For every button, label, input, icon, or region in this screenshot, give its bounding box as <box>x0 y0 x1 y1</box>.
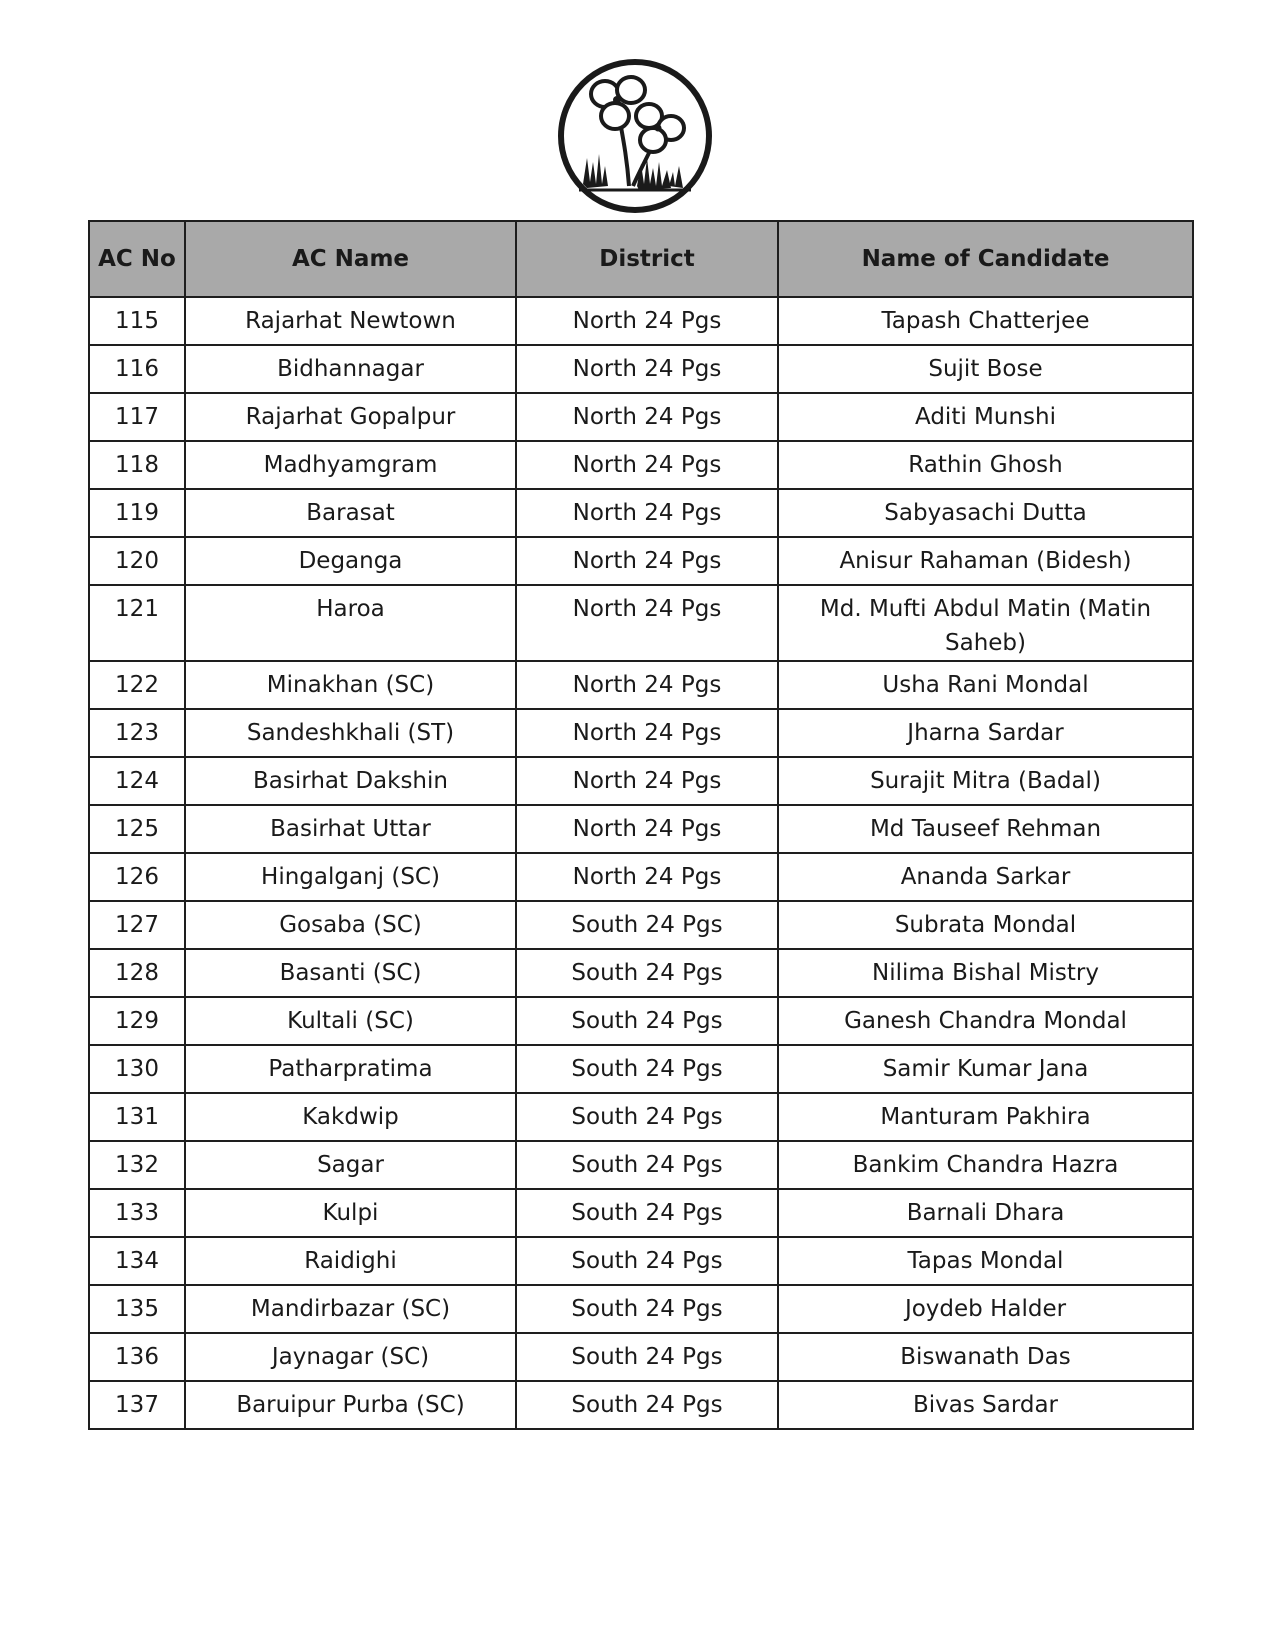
cell-ac-name: Gosaba (SC) <box>185 901 516 949</box>
cell-district: North 24 Pgs <box>516 489 778 537</box>
cell-ac-name: Rajarhat Newtown <box>185 297 516 345</box>
table-row <box>89 297 1193 345</box>
cell-district: North 24 Pgs <box>516 805 778 853</box>
cell-candidate: Surajit Mitra (Badal) <box>778 757 1193 805</box>
table-row <box>89 345 1193 393</box>
cell-ac-no: 124 <box>89 757 185 805</box>
cell-district: South 24 Pgs <box>516 1285 778 1333</box>
cell-candidate: Aditi Munshi <box>778 393 1193 441</box>
table-row <box>89 537 1193 585</box>
table-row <box>89 949 1193 997</box>
cell-candidate: Anisur Rahaman (Bidesh) <box>778 537 1193 585</box>
cell-district: South 24 Pgs <box>516 1189 778 1237</box>
header-ac-no: AC No <box>89 221 185 297</box>
table-row <box>89 585 1193 661</box>
table-row <box>89 661 1193 709</box>
cell-ac-name: Rajarhat Gopalpur <box>185 393 516 441</box>
cell-district: North 24 Pgs <box>516 585 778 661</box>
header-candidate: Name of Candidate <box>778 221 1193 297</box>
table-row <box>89 1237 1193 1285</box>
cell-ac-no: 137 <box>89 1381 185 1429</box>
cell-ac-no: 130 <box>89 1045 185 1093</box>
cell-candidate: Tapas Mondal <box>778 1237 1193 1285</box>
cell-ac-no: 115 <box>89 297 185 345</box>
cell-candidate: Sujit Bose <box>778 345 1193 393</box>
cell-ac-name: Barasat <box>185 489 516 537</box>
cell-candidate: Jharna Sardar <box>778 709 1193 757</box>
cell-district: South 24 Pgs <box>516 901 778 949</box>
cell-ac-name: Kultali (SC) <box>185 997 516 1045</box>
cell-ac-no: 118 <box>89 441 185 489</box>
table-row <box>89 709 1193 757</box>
table-row <box>89 901 1193 949</box>
cell-ac-no: 127 <box>89 901 185 949</box>
cell-ac-no: 129 <box>89 997 185 1045</box>
cell-candidate: Sabyasachi Dutta <box>778 489 1193 537</box>
cell-ac-name: Basirhat Uttar <box>185 805 516 853</box>
cell-district: North 24 Pgs <box>516 441 778 489</box>
table-row <box>89 1333 1193 1381</box>
cell-ac-name: Kulpi <box>185 1189 516 1237</box>
cell-district: North 24 Pgs <box>516 757 778 805</box>
cell-ac-name: Patharpratima <box>185 1045 516 1093</box>
cell-ac-no: 122 <box>89 661 185 709</box>
cell-district: North 24 Pgs <box>516 709 778 757</box>
cell-candidate: Bivas Sardar <box>778 1381 1193 1429</box>
cell-district: North 24 Pgs <box>516 297 778 345</box>
cell-district: North 24 Pgs <box>516 537 778 585</box>
cell-ac-no: 132 <box>89 1141 185 1189</box>
cell-district: South 24 Pgs <box>516 1141 778 1189</box>
cell-candidate: Manturam Pakhira <box>778 1093 1193 1141</box>
cell-ac-name: Haroa <box>185 585 516 661</box>
cell-candidate: Rathin Ghosh <box>778 441 1193 489</box>
cell-ac-no: 136 <box>89 1333 185 1381</box>
cell-candidate: Ganesh Chandra Mondal <box>778 997 1193 1045</box>
table-row <box>89 1285 1193 1333</box>
table-row <box>89 997 1193 1045</box>
cell-candidate: Bankim Chandra Hazra <box>778 1141 1193 1189</box>
cell-district: South 24 Pgs <box>516 1045 778 1093</box>
cell-ac-name: Jaynagar (SC) <box>185 1333 516 1381</box>
cell-ac-name: Sagar <box>185 1141 516 1189</box>
cell-district: South 24 Pgs <box>516 949 778 997</box>
table-header-row <box>89 221 1193 297</box>
cell-district: South 24 Pgs <box>516 1237 778 1285</box>
cell-district: North 24 Pgs <box>516 853 778 901</box>
cell-candidate: Ananda Sarkar <box>778 853 1193 901</box>
cell-candidate: Biswanath Das <box>778 1333 1193 1381</box>
cell-candidate: Tapash Chatterjee <box>778 297 1193 345</box>
cell-ac-no: 120 <box>89 537 185 585</box>
cell-ac-no: 128 <box>89 949 185 997</box>
table-row <box>89 393 1193 441</box>
cell-candidate: Nilima Bishal Mistry <box>778 949 1193 997</box>
cell-district: South 24 Pgs <box>516 997 778 1045</box>
cell-ac-name: Minakhan (SC) <box>185 661 516 709</box>
cell-ac-no: 123 <box>89 709 185 757</box>
cell-candidate: Barnali Dhara <box>778 1189 1193 1237</box>
cell-ac-no: 121 <box>89 585 185 661</box>
cell-ac-no: 133 <box>89 1189 185 1237</box>
table-row <box>89 805 1193 853</box>
cell-ac-name: Hingalganj (SC) <box>185 853 516 901</box>
candidates-table <box>88 220 1194 1430</box>
cell-ac-name: Kakdwip <box>185 1093 516 1141</box>
cell-ac-no: 125 <box>89 805 185 853</box>
cell-ac-name: Sandeshkhali (ST) <box>185 709 516 757</box>
table-row <box>89 1093 1193 1141</box>
cell-ac-name: Basanti (SC) <box>185 949 516 997</box>
header-ac-name: AC Name <box>185 221 516 297</box>
header-district: District <box>516 221 778 297</box>
cell-ac-no: 135 <box>89 1285 185 1333</box>
cell-candidate: Subrata Mondal <box>778 901 1193 949</box>
cell-district: South 24 Pgs <box>516 1333 778 1381</box>
table-row <box>89 441 1193 489</box>
cell-ac-name: Madhyamgram <box>185 441 516 489</box>
table-row <box>89 1189 1193 1237</box>
cell-ac-name: Mandirbazar (SC) <box>185 1285 516 1333</box>
cell-district: North 24 Pgs <box>516 345 778 393</box>
cell-ac-name: Raidighi <box>185 1237 516 1285</box>
cell-candidate: Joydeb Halder <box>778 1285 1193 1333</box>
cell-district: North 24 Pgs <box>516 661 778 709</box>
cell-candidate: Md. Mufti Abdul Matin (Matin Saheb) <box>778 585 1193 661</box>
cell-ac-name: Basirhat Dakshin <box>185 757 516 805</box>
cell-ac-no: 119 <box>89 489 185 537</box>
cell-district: South 24 Pgs <box>516 1093 778 1141</box>
cell-district: South 24 Pgs <box>516 1381 778 1429</box>
cell-ac-no: 126 <box>89 853 185 901</box>
cell-ac-no: 131 <box>89 1093 185 1141</box>
table-row <box>89 1045 1193 1093</box>
cell-candidate: Usha Rani Mondal <box>778 661 1193 709</box>
cell-ac-name: Bidhannagar <box>185 345 516 393</box>
table-row <box>89 757 1193 805</box>
table-row <box>89 853 1193 901</box>
cell-ac-no: 116 <box>89 345 185 393</box>
cell-candidate: Md Tauseef Rehman <box>778 805 1193 853</box>
cell-ac-no: 117 <box>89 393 185 441</box>
table-row <box>89 1381 1193 1429</box>
twin-flowers-grass-emblem-icon <box>557 58 713 214</box>
cell-ac-name: Baruipur Purba (SC) <box>185 1381 516 1429</box>
table-row <box>89 489 1193 537</box>
cell-candidate: Samir Kumar Jana <box>778 1045 1193 1093</box>
cell-ac-name: Deganga <box>185 537 516 585</box>
cell-ac-no: 134 <box>89 1237 185 1285</box>
table-row <box>89 1141 1193 1189</box>
cell-district: North 24 Pgs <box>516 393 778 441</box>
